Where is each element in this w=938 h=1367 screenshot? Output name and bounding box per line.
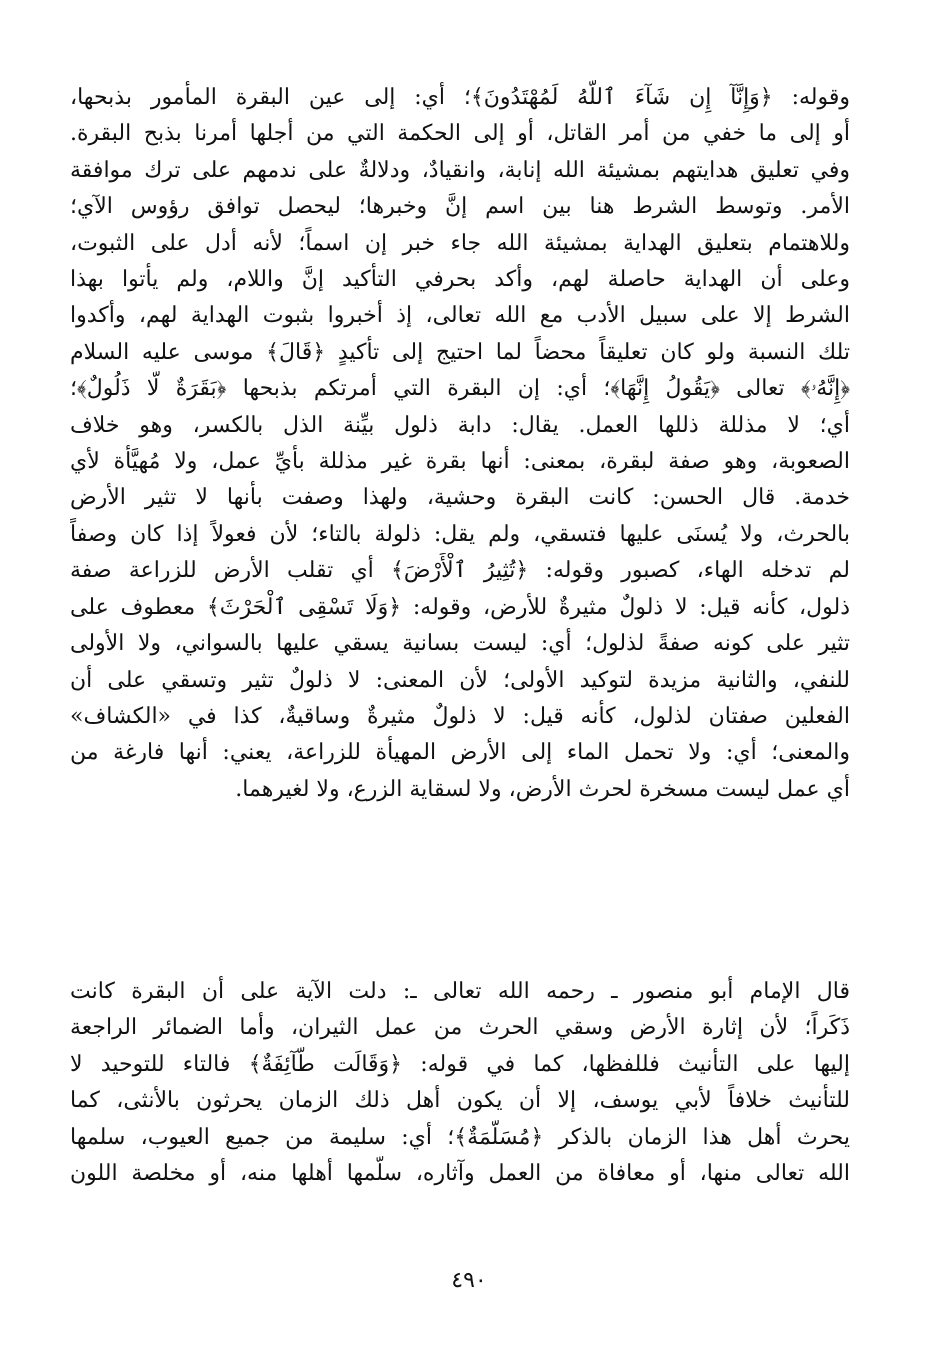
page-number: ٤٩٠: [451, 1268, 487, 1293]
text-line: إليها على التأنيث فللفظها، كما في قوله: ﴿وَقَالَت طَّآئِفَةٌ﴾ فالتاء للتوحيد لا: [70, 1051, 850, 1077]
text-line: أو إلى ما خفي من أمر القاتل، أو إلى الحكمة التي من أجلها أمرنا بذبح البقرة.: [70, 121, 850, 147]
text-line: ذلول، كأنه قيل: لا ذلولٌ مثيرةٌ للأرض، وقوله: ﴿وَلَا تَسْقِى ٱلْحَرْثَ﴾ معطوف على: [70, 594, 850, 620]
text-line: تلك النسبة ولو كان تعليقاً محضاً لما احتيج إلى تأكيدٍ ﴿قَالَ﴾ موسى عليه السلام: [70, 339, 850, 365]
text-line: الله تعالى منها، أو معافاة من العمل وآثاره، سلَّمها أهلها منه، أو مخلصة اللون: [70, 1161, 850, 1187]
text-line: ذَكَراً؛ لأن إثارة الأرض وسقي الحرث من عمل الثيران، وأما الضمائر الراجعة: [70, 1015, 850, 1041]
text-line: الأمر. وتوسط الشرط هنا بين اسم إنَّ وخبرها؛ ليحصل توافق رؤوس الآي؛: [70, 194, 850, 220]
text-line: قال الإمام أبو منصور ـ رحمه الله تعالى ـ: دلت الآية على أن البقرة كانت: [70, 979, 850, 1004]
text-line: خدمة. قال الحسن: كانت البقرة وحشية، ولهذا وصفت بأنها لا تثير الأرض: [70, 485, 850, 511]
text-line: وعلى أن الهداية حاصلة لهم، وأكد بحرفي التأكيد إنَّ واللام، ولم يأتوا بهذا: [70, 267, 850, 293]
text-line: تثير على كونه صفةً لذلول؛ أي: ليست بسانية يسقي عليها بالسواني، ولا الأولى: [70, 631, 850, 657]
text-line: الشرط إلا على سبيل الأدب مع الله تعالى، إذ أخبروا بثبوت الهداية لهم، وأكدوا: [70, 303, 850, 329]
text-line: أي عمل ليست مسخرة لحرث الأرض، ولا لسقاية الزرع، ولا لغيرهما.: [235, 776, 850, 802]
text-line: الصعوبة، وهو صفة لبقرة، بمعنى: أنها بقرة غير مذللة بأيِّ عمل، ولا مُهيَّأة لأي: [70, 449, 850, 475]
text-line: أي؛ لا مذللة ذللها العمل. يقال: دابة ذلول بيِّنة الذل بالكسر، وهو خلاف: [70, 412, 850, 438]
text-line: يحرث أهل هذا الزمان بالذكر ﴿مُسَلَّمَةٌ﴾؛ أي: سليمة من جميع العيوب، سلمها: [70, 1124, 850, 1150]
text-line: وللاهتمام بتعليق الهداية بمشيئة الله جاء خبر إن اسماً؛ لأنه أدل على الثبوت،: [70, 230, 850, 256]
text-line: للنفي، والثانية مزيدة لتوكيد الأولى؛ لأن المعنى: لا ذلولٌ تثير وتسقي على أن: [70, 667, 850, 693]
text-line: والمعنى؛ أي: ولا تحمل الماء إلى الأرض المهيأة للزراعة، يعني: أنها فارغة من: [70, 740, 850, 766]
text-line: للتأنيث خلافاً لأبي يوسف، إلا أن يكون أهل ذلك الزمان يحرثون بالأنثى، كما: [70, 1088, 850, 1114]
text-line: ﴿إِنَّهُۥ﴾ تعالى ﴿يَقُولُ إِنَّهَا﴾؛ أي: إن البقرة التي أمرتكم بذبحها ﴿بَقَرَةٌ لَّا ذَلُولٌ﴾؛: [70, 376, 850, 402]
text-line: الفعلين صفتان لذلول، كأنه قيل: لا ذلولٌ مثيرةٌ وساقيةٌ، كذا في «الكشاف»: [70, 703, 850, 729]
text-line: بالحرث، ولا يُسنَى عليها فتسقي، ولم يقل: ذلولة بالتاء؛ لأن فعولاً إذا كان وصفاً: [70, 521, 850, 547]
text-line: وقوله: ﴿وَإِنَّآ إِن شَآءَ ٱللَّهُ لَمُهْتَدُونَ﴾؛ أي: إلى عين البقرة المأمور بذبحها،: [70, 85, 850, 110]
paragraph-2: [70, 974, 850, 1192]
paragraph-1: [70, 80, 850, 808]
text-line: وفي تعليق هدايتهم بمشيئة الله إنابة، وانقيادٌ، ودلالةٌ على ندمهم على ترك موافقة: [70, 157, 850, 183]
text-line: لم تدخله الهاء، كصبور وقوله: ﴿تُثِيرُ ٱلْأَرْضَ﴾ أي تقلب الأرض للزراعة صفة: [70, 558, 850, 584]
